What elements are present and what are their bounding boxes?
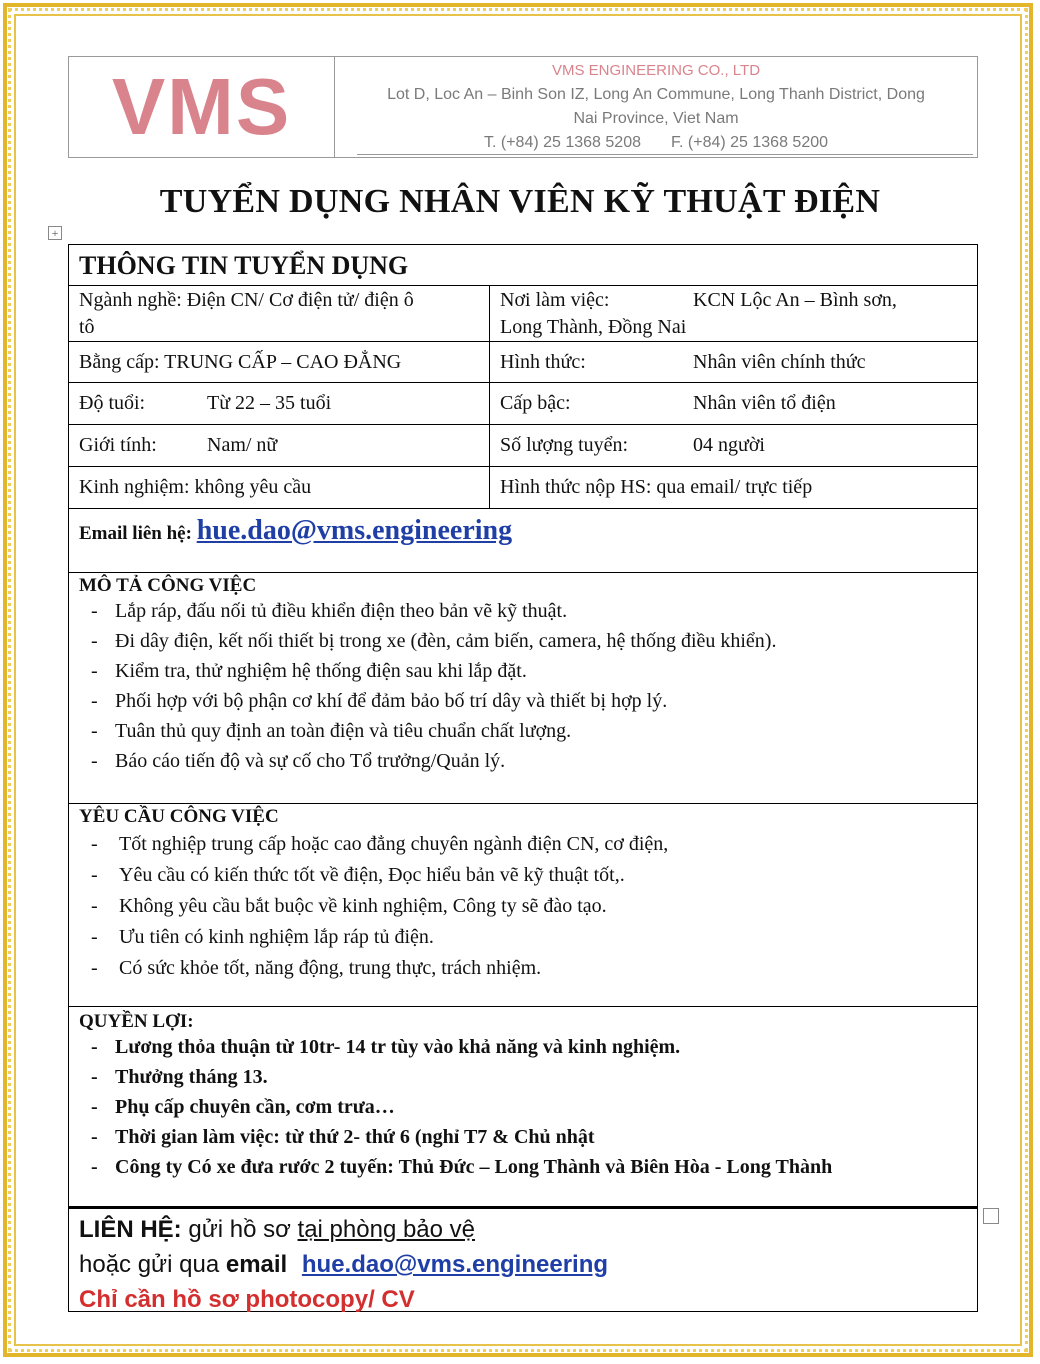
- list-item: - Kiểm tra, thử nghiệm hệ thống điện sau khi lắp đặt.: [69, 657, 977, 687]
- do-tuoi-value: Từ 22 – 35 tuổi: [207, 392, 332, 414]
- list-item: - Lắp ráp, đấu nối tủ điều khiển điện theo bản vẽ kỹ thuật.: [69, 597, 977, 627]
- company-name: VMS ENGINEERING CO., LTD: [551, 62, 761, 79]
- so-luong-label: Số lượng tuyển:: [500, 434, 629, 456]
- info-row-5: [69, 466, 977, 508]
- company-fax: F. (+84) 25 1368 5200: [671, 134, 829, 151]
- contact-location: tại phòng bảo vệ: [297, 1216, 476, 1243]
- company-logo: VMS: [111, 62, 292, 151]
- gioi-tinh-label: Giới tính:: [79, 434, 157, 456]
- kinh-nghiem-label: Kinh nghiệm:: [79, 476, 190, 498]
- noi-lam-viec-cell: [490, 286, 977, 341]
- company-phone: T. (+84) 25 1368 5208: [483, 134, 641, 151]
- so-luong-cell: [490, 425, 977, 466]
- nganh-nghe-label: Ngành nghề:: [79, 289, 182, 311]
- requirements-title: YÊU CẦU CÔNG VIỆC: [79, 806, 279, 827]
- contact-note: Chỉ cần hồ sơ photocopy/ CV: [79, 1286, 415, 1313]
- hinh-thuc-cell: [490, 342, 977, 382]
- contact-prefix: hoặc gửi qua: [79, 1251, 220, 1278]
- gioi-tinh-cell: [69, 425, 490, 466]
- list-item: - Thưởng tháng 13.: [69, 1063, 977, 1093]
- benefits-title: QUYỀN LỢI:: [79, 1011, 194, 1032]
- kinh-nghiem-cell: [69, 467, 490, 508]
- contact-line-2: [79, 1247, 967, 1282]
- logo-cell: [69, 57, 335, 157]
- noi-lam-viec-value-cont: Long Thành, Đồng Nai: [500, 316, 687, 338]
- contact-text: gửi hồ sơ: [188, 1216, 291, 1243]
- list-item: - Phối hợp với bộ phận cơ khí để đảm bảo bố trí dây và thiết bị hợp lý.: [69, 687, 977, 717]
- contact-email-word: email: [225, 1251, 288, 1278]
- requirements-section: [69, 803, 977, 1006]
- list-item: - Có sức khỏe tốt, năng động, trung thực, trách nhiệm.: [69, 954, 977, 985]
- email-link[interactable]: hue.dao@vms.engineering: [196, 515, 513, 546]
- info-header: THÔNG TIN TUYỂN DỤNG: [79, 251, 409, 280]
- hinh-thuc-value: Nhân viên chính thức: [693, 351, 866, 373]
- contact-label: LIÊN HỆ:: [79, 1216, 182, 1243]
- table-resize-handle[interactable]: [983, 1208, 999, 1224]
- do-tuoi-cell: [69, 383, 490, 424]
- list-item: - Tuân thủ quy định an toàn điện và tiêu chuẩn chất lượng.: [69, 717, 977, 747]
- nganh-nghe-value-cont: tô: [79, 316, 95, 338]
- job-description-section: [69, 572, 977, 803]
- contact-email-link[interactable]: hue.dao@vms.engineering: [301, 1251, 609, 1278]
- company-address-line1: Lot D, Loc An – Binh Son IZ, Long An Commune, Long Thanh District, Dong: [387, 86, 925, 103]
- benefits-list: [69, 1033, 977, 1183]
- noi-lam-viec-label: Nơi làm việc:: [500, 289, 610, 311]
- requirements-list: [69, 830, 977, 985]
- page-title: TUYỂN DỤNG NHÂN VIÊN KỸ THUẬT ĐIỆN: [159, 183, 881, 220]
- contact-box: [68, 1206, 978, 1312]
- email-label: Email liên hệ:: [79, 523, 192, 544]
- nop-hs-value: qua email/ trực tiếp: [656, 476, 813, 498]
- do-tuoi-label: Độ tuổi:: [79, 392, 146, 414]
- company-address-line2: Nai Province, Viet Nam: [573, 110, 739, 127]
- nop-hs-label: Hình thức nộp HS:: [500, 476, 652, 498]
- list-item: - Lương thỏa thuận từ 10tr- 14 tr tùy vào khả năng và kinh nghiệm.: [69, 1033, 977, 1063]
- hinh-thuc-label: Hình thức:: [500, 351, 586, 373]
- list-item: - Yêu cầu có kiến thức tốt về điện, Đọc hiểu bản vẽ kỹ thuật tốt,.: [69, 861, 977, 892]
- cap-bac-label: Cấp bậc:: [500, 392, 571, 414]
- info-row-1: [69, 285, 977, 341]
- noi-lam-viec-value: KCN Lộc An – Bình sơn,: [693, 289, 897, 311]
- cap-bac-value: Nhân viên tổ điện: [693, 392, 836, 414]
- list-item: - Ưu tiên có kinh nghiệm lắp ráp tủ điện.: [69, 923, 977, 954]
- job-description-list: [69, 597, 977, 777]
- nganh-nghe-cell: [69, 286, 490, 341]
- email-row: [69, 508, 977, 572]
- list-item: - Phụ cấp chuyên cần, cơm trưa…: [69, 1093, 977, 1123]
- list-item: - Công ty Có xe đưa rước 2 tuyến: Thủ Đức – Long Thành và Biên Hòa - Long Thành: [69, 1153, 977, 1183]
- so-luong-value: 04 người: [693, 434, 765, 456]
- list-item: - Tốt nghiệp trung cấp hoặc cao đẳng chuyên ngành điện CN, cơ điện,: [69, 830, 977, 861]
- company-contact: [335, 131, 977, 155]
- nganh-nghe-value: Điện CN/ Cơ điện tử/ điện ô: [186, 289, 414, 311]
- benefits-section: [69, 1006, 977, 1208]
- job-description-title: MÔ TẢ CÔNG VIỆC: [79, 575, 257, 596]
- recruitment-table: [68, 244, 978, 1209]
- company-info: [335, 57, 977, 157]
- contact-line-1: [79, 1212, 967, 1247]
- nop-hs-cell: [490, 467, 977, 508]
- info-row-4: [69, 424, 977, 466]
- list-item: - Thời gian làm việc: từ thứ 2- thứ 6 (nghỉ T7 & Chủ nhật: [69, 1123, 977, 1153]
- info-row-2: [69, 341, 977, 382]
- list-item: - Không yêu cầu bắt buộc về kinh nghiệm, Công ty sẽ đào tạo.: [69, 892, 977, 923]
- letterhead: [68, 56, 978, 158]
- list-item: - Báo cáo tiến độ và sự cố cho Tổ trưởng/Quản lý.: [69, 747, 977, 777]
- info-row-3: [69, 382, 977, 424]
- bang-cap-cell: [69, 342, 490, 382]
- kinh-nghiem-value: không yêu cầu: [194, 476, 312, 498]
- cap-bac-cell: [490, 383, 977, 424]
- bang-cap-value: TRUNG CẤP – CAO ĐẲNG: [164, 351, 402, 373]
- table-move-handle-icon[interactable]: +: [48, 226, 62, 240]
- gioi-tinh-value: Nam/ nữ: [207, 434, 278, 456]
- bang-cap-label: Bằng cấp:: [79, 351, 160, 373]
- list-item: - Đi dây điện, kết nối thiết bị trong xe (đèn, cảm biến, camera, hệ thống điều khiển).: [69, 627, 977, 657]
